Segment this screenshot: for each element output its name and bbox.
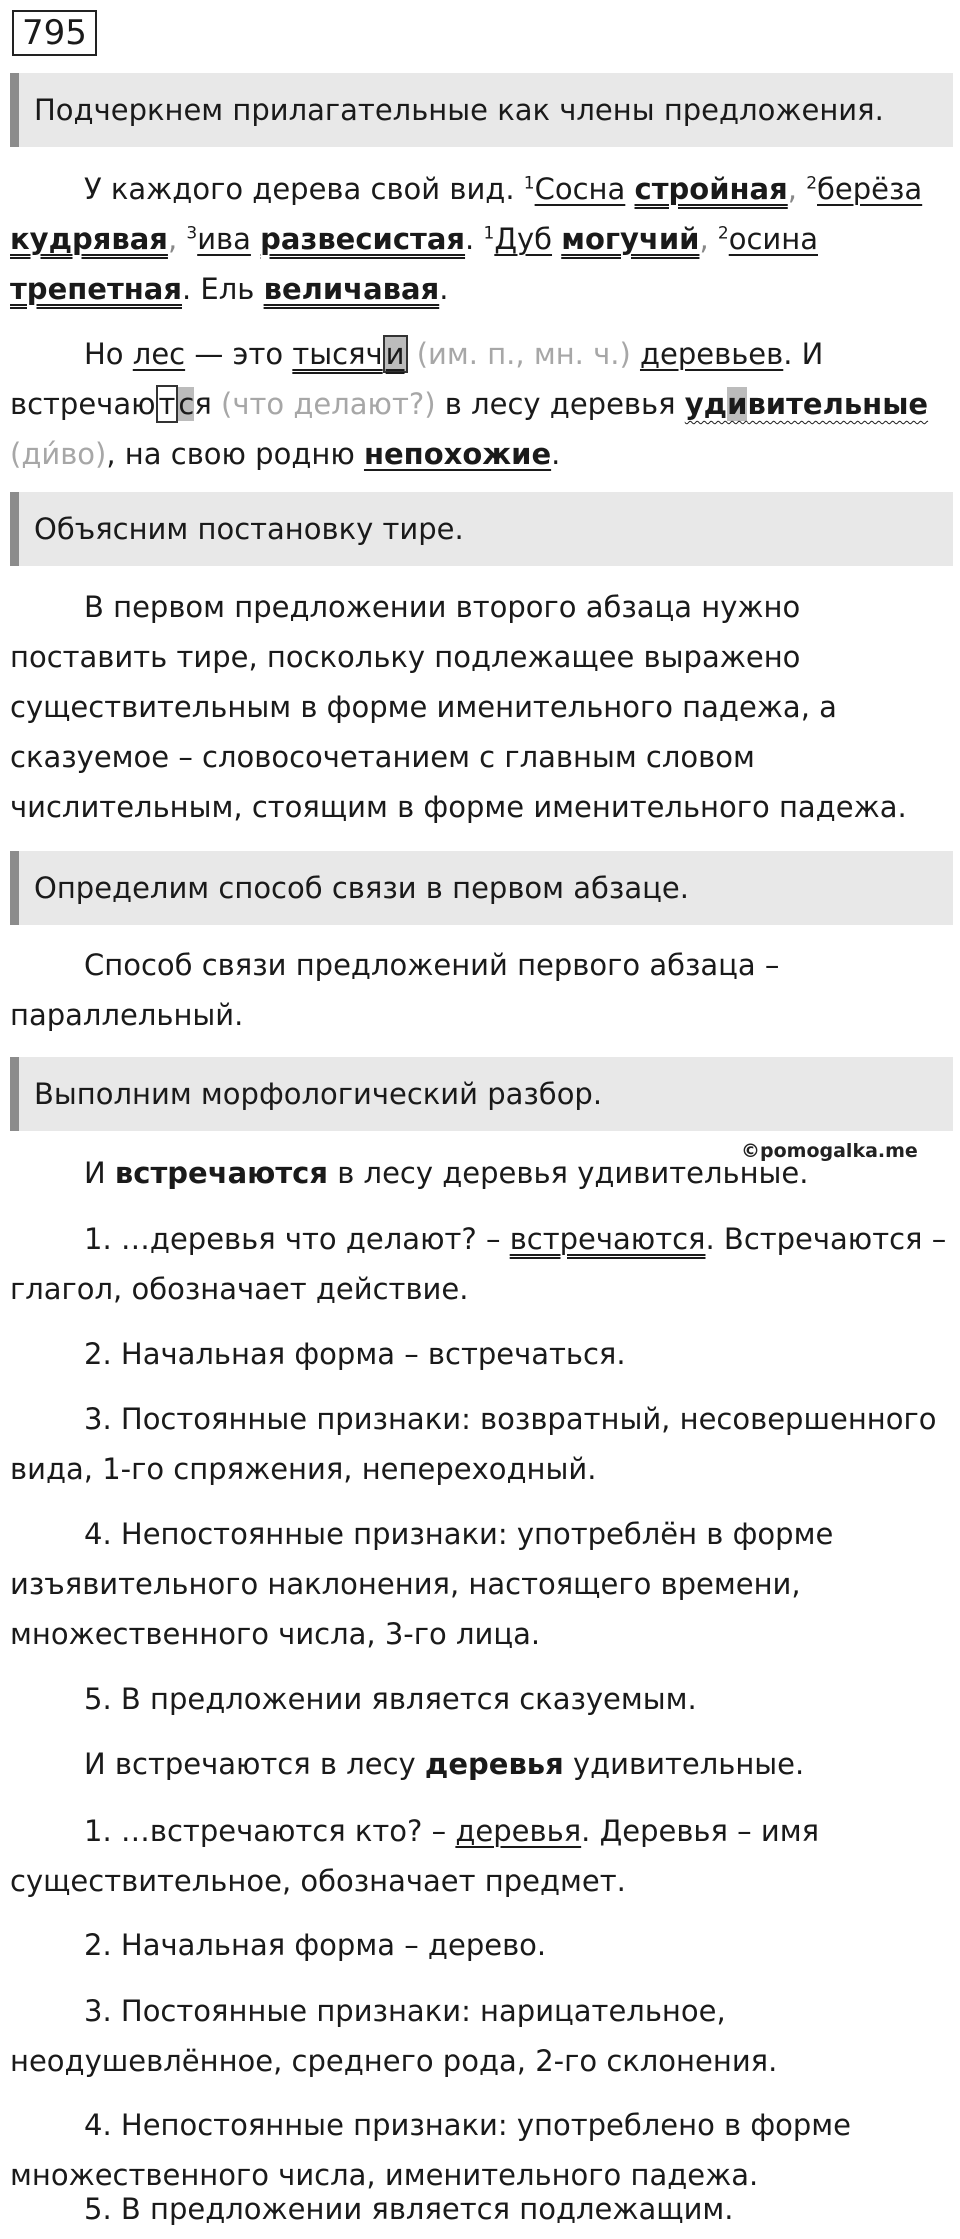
verb-item-1: 1. …деревья что делают? – встречаются. Встречаются – глагол, обозначает действие.	[10, 1222, 947, 1306]
task-number: 795	[12, 10, 97, 56]
paragraph-dash-explanation: В первом предложении второго абзаца нужно поставить тире, поскольку подлежащее выражено существительным в форме именительного падежа, а сказуемое – словосочетанием с главным словом числительным, стоящим в форме именительного падежа.	[10, 590, 907, 824]
noun-item-4: 4. Непостоянные признаки: употреблено в форме множественного числа, именительного падежа.	[10, 2108, 852, 2192]
heading-connection-method: Определим способ связи в первом абзаце.	[10, 851, 953, 925]
analysis-sentence-noun: И встречаются в лесу деревья удивительные.	[84, 1747, 805, 1781]
verb-item-4: 4. Непостоянные признаки: употреблён в форме изъявительного наклонения, настоящего времени, множественного числа, 3-го лица.	[10, 1517, 834, 1651]
watermark-text: ©pomogalka.me	[741, 1140, 918, 1162]
noun-item-1: 1. …встречаются кто? – деревья. Деревья – имя существительное, обозначает предмет.	[10, 1814, 820, 1898]
paragraph-analysis: Но лес — это тысяч и (им. п., мн. ч.) деревьев. И встречаю т ся (что делают?) в лесу деревья удивительные (ди́во), на свою родню непохожие.	[10, 337, 929, 471]
noun-item-3: 3. Постоянные признаки: нарицательное, неодушевлённое, среднего рода, 2-го склонения.	[10, 1994, 778, 2078]
heading-underline-adjectives: Подчеркнем прилагательные как члены предложения.	[10, 73, 953, 147]
verb-item-3: 3. Постоянные признаки: возвратный, несовершенного вида, 1-го спряжения, непереходный.	[10, 1402, 937, 1486]
analysis-sentence-verb: И встречаются в лесу деревья удивительные.	[84, 1156, 809, 1190]
verb-item-2: 2. Начальная форма – встречаться.	[84, 1337, 626, 1371]
paragraph-adjectives: У каждого дерева свой вид. $^1$Сосна стройная, $^2$берёза кудрявая, $^3$ива развесистая. $^1$Дуб могучий, $^2$осина трепетная. Ель величавая.	[10, 172, 923, 306]
heading-morphological-analysis: Выполним морфологический разбор.	[10, 1057, 953, 1131]
verb-item-5: 5. В предложении является сказуемым.	[84, 1682, 697, 1716]
heading-dash-explanation: Объясним постановку тире.	[10, 492, 953, 566]
paragraph-connection-method: Способ связи предложений первого абзаца – параллельный.	[10, 948, 780, 1032]
noun-item-2: 2. Начальная форма – дерево.	[84, 1928, 547, 1962]
noun-item-5: 5. В предложении является подлежащим.	[84, 2192, 734, 2226]
